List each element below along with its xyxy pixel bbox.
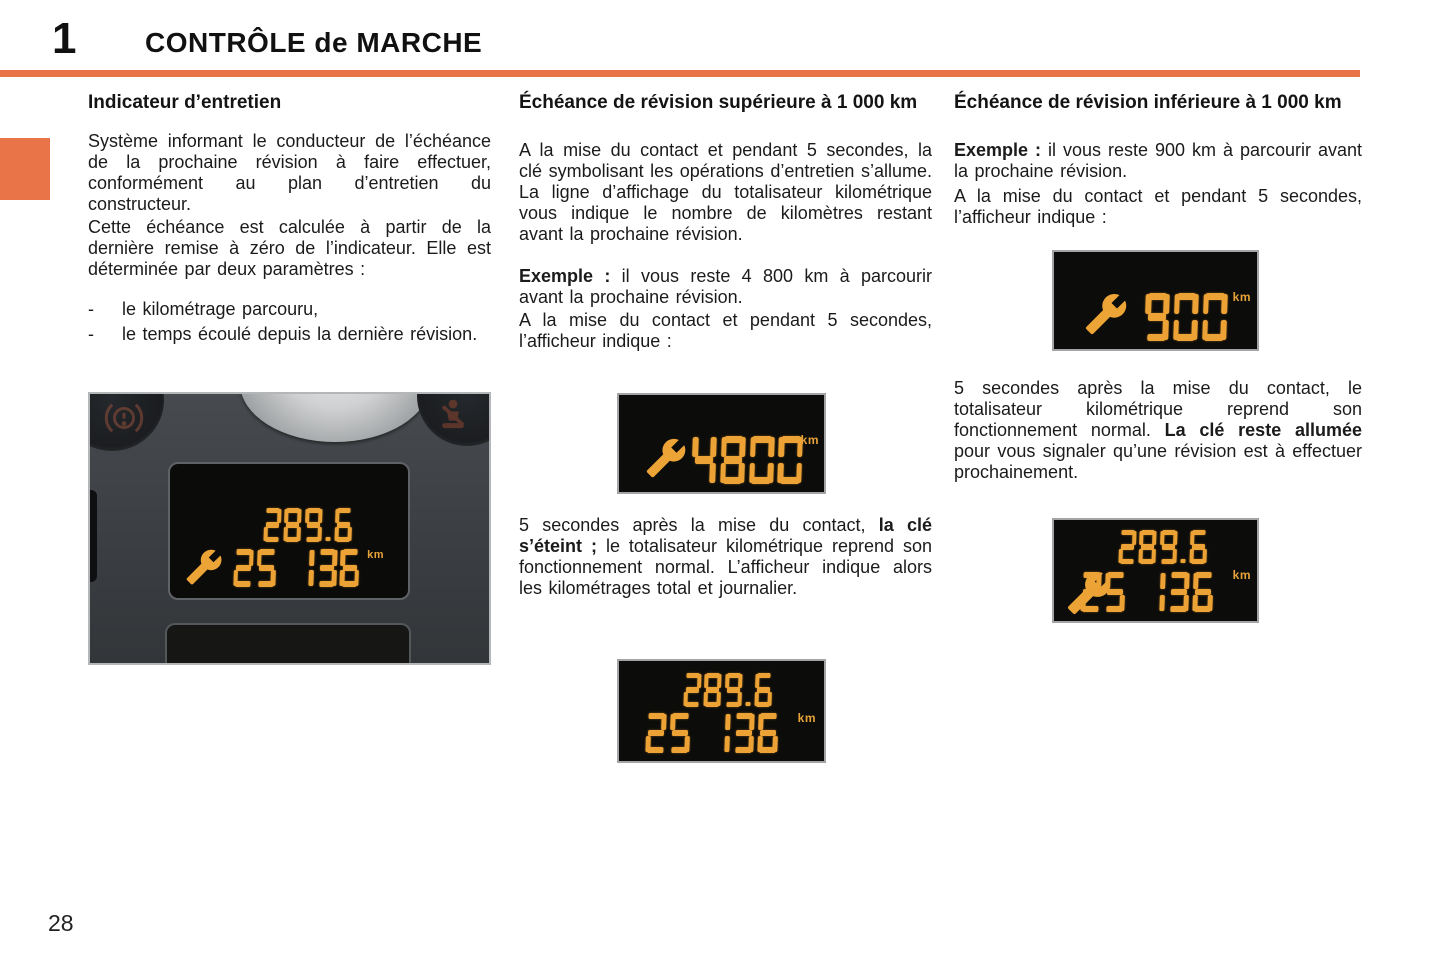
chapter-number: 1: [52, 14, 77, 63]
total-odometer-value: [233, 549, 360, 587]
col1-heading: Indicateur d’entretien: [88, 92, 282, 113]
km-unit-label: km: [367, 549, 384, 561]
remaining-km-value: [1145, 293, 1228, 341]
trip-odometer-value: [683, 673, 773, 707]
col2-example: [519, 266, 932, 308]
km-unit-label: km: [800, 433, 819, 447]
trip-odometer-value: [1118, 530, 1208, 564]
col3-paragraph-2: [954, 378, 1362, 483]
col1-paragraph-2: Cette échéance est calculée à partir de la dernière remise à zéro de l’indicateur. Elle est déterminée par deux paramètres :: [88, 217, 491, 279]
instrument-cluster-photo: [88, 392, 491, 665]
bullet-text: le kilométrage parcouru,: [122, 299, 319, 319]
text-run: 5 secondes après la mise du contact,: [519, 515, 879, 535]
km-unit-label: km: [797, 711, 816, 725]
wrench-service-icon: [645, 437, 687, 479]
list-item: [88, 324, 491, 345]
photo-shadow-edge: [90, 490, 97, 582]
total-odometer-value: [645, 713, 778, 753]
lcd-display-900km: [1052, 250, 1259, 351]
page-number: 28: [48, 910, 74, 936]
example-label: Exemple :: [954, 140, 1042, 160]
col3-example: [954, 140, 1362, 182]
text-run: pour vous signaler qu’une révision est à effectuer prochainement.: [954, 441, 1362, 482]
bold-run: la clé s’éteint ;: [519, 515, 932, 556]
page-title: CONTRÔLE de MARCHE: [145, 27, 483, 58]
cluster-lower-lcd: [165, 623, 411, 665]
col1-paragraph-1: Système informant le conducteur de l’échéance de la prochaine révision à faire effectuer, conformément au plan d’entretien du constructeur.: [88, 131, 491, 214]
bullet-text: le temps écoulé depuis la dernière révision.: [122, 324, 478, 344]
lcd-display-4800km: [617, 393, 826, 494]
col2-heading: Échéance de révision supérieure à 1 000 km: [519, 92, 918, 113]
seatbelt-warning-icon: [433, 394, 473, 434]
col3-paragraph-1: A la mise du contact et pendant 5 secondes, l’afficheur indique :: [954, 186, 1362, 227]
remaining-km-value: [691, 436, 803, 484]
example-text: il vous reste 900 km à parcourir avant la prochaine révision.: [954, 140, 1362, 181]
lcd-display-normal-mid: [617, 659, 826, 763]
cluster-lcd-display: [168, 462, 410, 600]
gauge-dome: [240, 392, 430, 442]
bullet-dash: -: [88, 299, 94, 319]
km-unit-label: km: [1232, 290, 1251, 304]
wrench-service-icon: [185, 548, 223, 586]
brake-warning-icon: [102, 396, 146, 440]
col2-paragraph-1: A la mise du contact et pendant 5 secondes, la clé symbolisant les opérations d’entretien s’allume. La ligne d’affichage du totalisateur kilométrique vous indique le nombre de kilomètres restant avant la prochaine révision.: [519, 140, 932, 244]
km-unit-label: km: [1232, 568, 1251, 582]
lcd-display-normal-right: [1052, 518, 1259, 623]
trip-odometer-value: [263, 508, 353, 542]
list-item: [88, 299, 491, 320]
text-run: le totalisateur kilométrique reprend son fonctionnement normal. L’afficheur indique alors les kilométrages total et journalier.: [519, 536, 932, 598]
chapter-tab: [0, 138, 50, 200]
bold-run: La clé reste allumée: [1164, 420, 1362, 440]
bullet-dash: -: [88, 324, 94, 344]
col3-heading: Échéance de révision inférieure à 1 000 km: [954, 92, 1342, 113]
example-text: il vous reste 4 800 km à parcourir avant la prochaine révision.: [519, 266, 932, 307]
header-rule: [0, 70, 1360, 77]
col2-paragraph-2: A la mise du contact et pendant 5 secondes, l’afficheur indique :: [519, 310, 932, 351]
example-label: Exemple :: [519, 266, 611, 286]
total-odometer-value: [1080, 572, 1213, 612]
text-run: 5 secondes après la mise du contact, le totalisateur kilométrique reprend son fonctionnement normal.: [954, 378, 1362, 440]
col2-paragraph-3: [519, 515, 932, 599]
wrench-service-icon: [1084, 292, 1128, 336]
